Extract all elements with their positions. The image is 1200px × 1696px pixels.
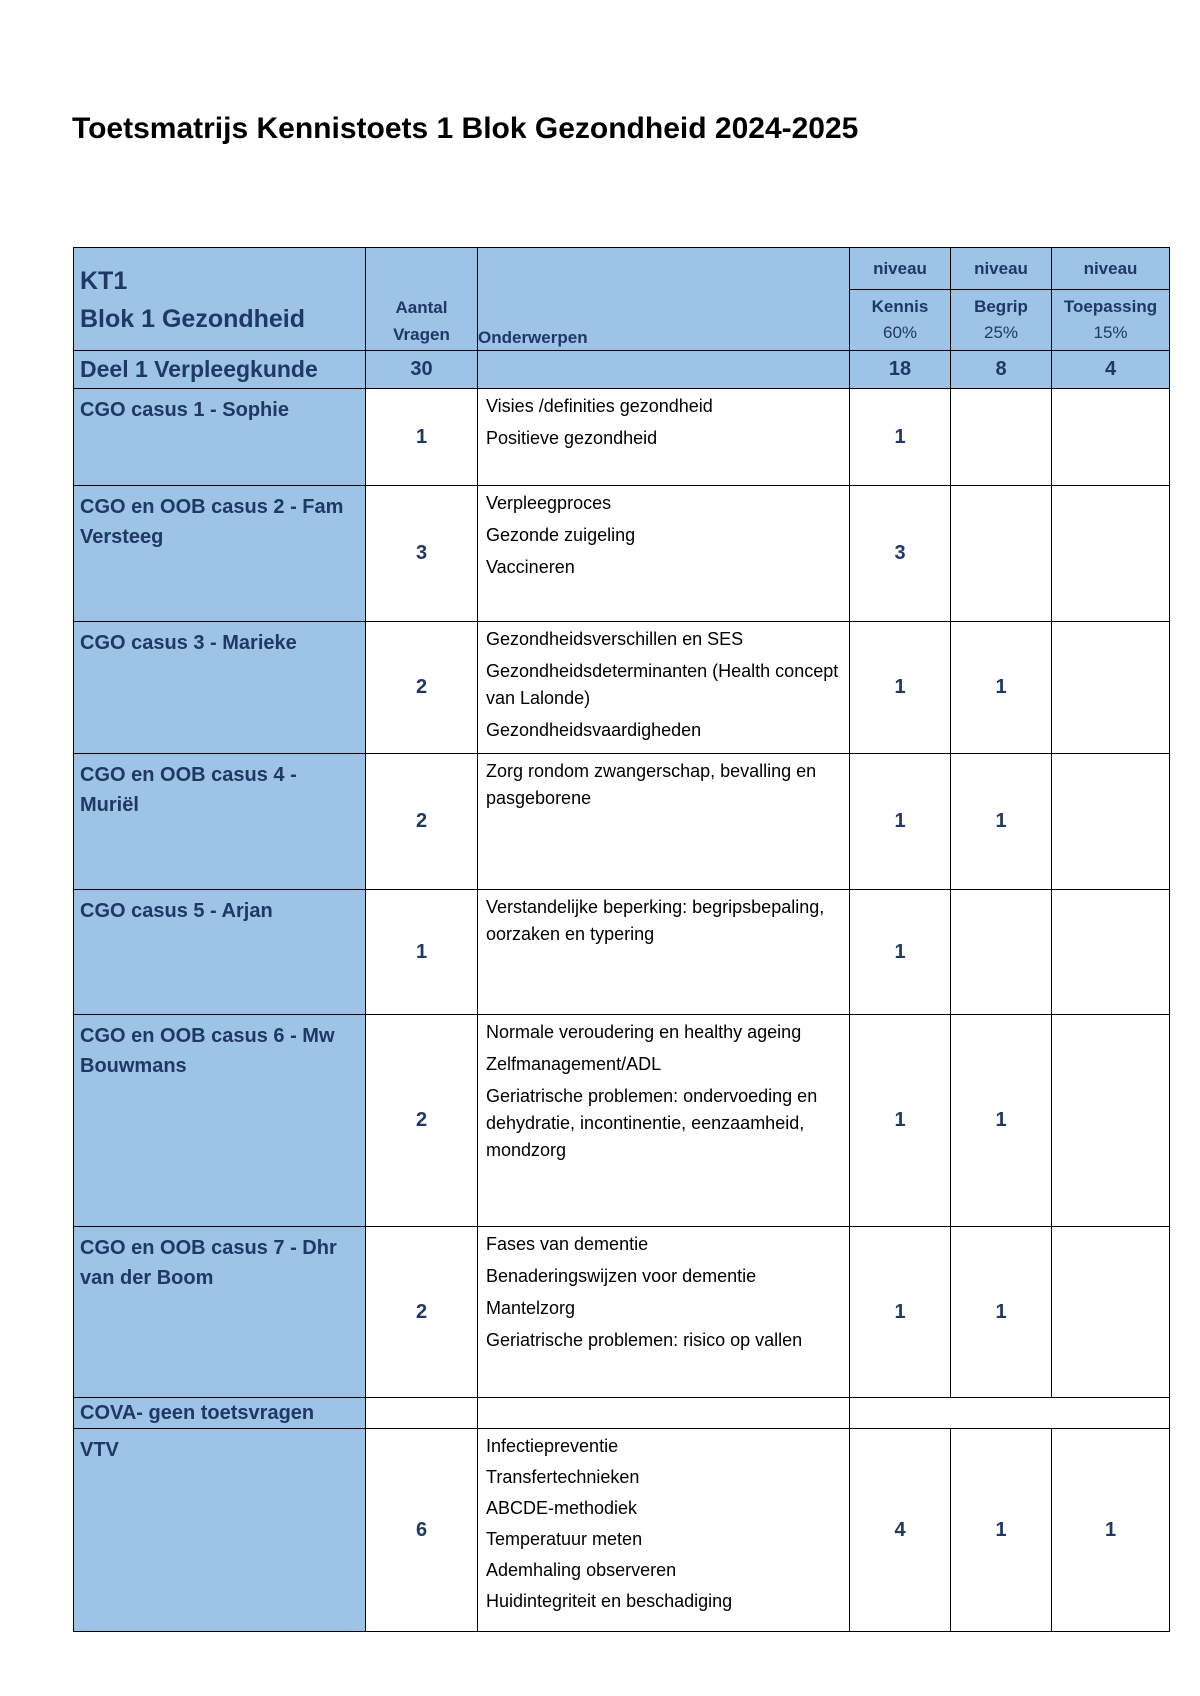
topic-item: Geriatrische problemen: risico op vallen	[486, 1330, 803, 1350]
topics-cell	[478, 754, 850, 890]
level-name: Begrip	[974, 297, 1028, 316]
table-row	[74, 754, 1170, 890]
begrip-count	[951, 389, 1052, 486]
header-aantal-line2: Vragen	[393, 325, 450, 344]
aantal-vragen: 1	[366, 890, 478, 1015]
table-row	[74, 1227, 1170, 1398]
topics-cell	[478, 389, 850, 486]
topic-item: Gezondheidsdeterminanten (Health concept van Lalonde)	[486, 661, 839, 708]
kennis-count: 3	[850, 486, 951, 622]
topics-cell	[478, 622, 850, 754]
header-level-kennis	[850, 290, 951, 351]
level-name: Toepassing	[1063, 297, 1158, 316]
begrip-count	[951, 890, 1052, 1015]
case-name: CGO en OOB casus 7 - Dhr van der Boom	[74, 1227, 366, 1398]
case-name: CGO casus 5 - Arjan	[74, 890, 366, 1015]
kennis-count: 1	[850, 622, 951, 754]
header-kt-cell	[74, 248, 366, 351]
topics-cell	[478, 486, 850, 622]
begrip-count: 1	[951, 754, 1052, 890]
section-onderwerpen-empty	[478, 351, 850, 389]
case-name: CGO casus 3 - Marieke	[74, 622, 366, 754]
header-blok: Blok 1 Gezondheid	[80, 305, 306, 333]
toepassing-count: 1	[1052, 1429, 1170, 1632]
section-row	[74, 351, 1170, 389]
topic-item: Ademhaling observeren	[486, 1560, 677, 1580]
header-level-begrip	[951, 290, 1052, 351]
header-aantal-line1: Aantal	[395, 298, 448, 317]
topic-item: Normale veroudering en healthy ageing	[486, 1022, 802, 1042]
topic-item: Fases van dementie	[486, 1234, 649, 1254]
level-pct: 15%	[1093, 323, 1128, 342]
toepassing-count	[1052, 1015, 1170, 1227]
case-name: CGO en OOB casus 2 - Fam Versteeg	[74, 486, 366, 622]
header-kt: KT1	[80, 267, 128, 295]
topic-item: Verstandelijke beperking: begripsbepaling, oorzaken en typering	[486, 897, 825, 944]
aantal-vragen: 3	[366, 486, 478, 622]
case-name: CGO en OOB casus 4 - Muriël	[74, 754, 366, 890]
topic-item: Zorg rondom zwangerschap, bevalling en pasgeborene	[486, 761, 817, 808]
table-row	[74, 1015, 1170, 1227]
case-name: CGO casus 1 - Sophie	[74, 389, 366, 486]
topic-item: Gezonde zuigeling	[486, 525, 636, 545]
topic-item: Zelfmanagement/ADL	[486, 1054, 662, 1074]
topic-item: Temperatuur meten	[486, 1529, 643, 1549]
section-kennis: 18	[850, 351, 951, 389]
kennis-count: 1	[850, 1227, 951, 1398]
topic-item: Vaccineren	[486, 557, 575, 577]
topics-cell	[478, 1015, 850, 1227]
case-name: VTV	[74, 1429, 366, 1632]
level-pct: 60%	[882, 323, 918, 342]
aantal-vragen: 2	[366, 622, 478, 754]
toepassing-count	[1052, 486, 1170, 622]
begrip-count: 1	[951, 1015, 1052, 1227]
kennis-count: 1	[850, 754, 951, 890]
table-row	[74, 389, 1170, 486]
topic-item: Gezondheidsvaardigheden	[486, 720, 702, 740]
vtv-row	[74, 1429, 1170, 1632]
begrip-count	[951, 486, 1052, 622]
topic-item: Transfertechnieken	[486, 1467, 640, 1487]
topic-item: ABCDE-methodiek	[486, 1498, 638, 1518]
topic-item: Verpleegproces	[486, 493, 612, 513]
aantal-vragen: 2	[366, 1227, 478, 1398]
toepassing-count	[1052, 622, 1170, 754]
cova-level-empty	[1052, 1398, 1170, 1429]
topic-item: Benaderingswijzen voor dementie	[486, 1266, 757, 1286]
cova-aantal-empty	[366, 1398, 478, 1429]
topics-cell	[478, 1227, 850, 1398]
begrip-count: 1	[951, 622, 1052, 754]
aantal-vragen: 6	[366, 1429, 478, 1632]
level-name: Kennis	[871, 297, 929, 316]
cova-level-empty	[850, 1398, 951, 1429]
kennis-count: 1	[850, 890, 951, 1015]
topic-item: Gezondheidsverschillen en SES	[486, 629, 744, 649]
topics-cell	[478, 1429, 850, 1632]
topic-item: Visies /definities gezondheid	[486, 396, 713, 416]
toepassing-count	[1052, 890, 1170, 1015]
section-toepassing: 4	[1052, 351, 1170, 389]
section-begrip: 8	[951, 351, 1052, 389]
section-aantal: 30	[366, 351, 478, 389]
cova-label: COVA- geen toetsvragen	[74, 1398, 366, 1429]
cova-level-empty	[951, 1398, 1052, 1429]
toepassing-count	[1052, 1227, 1170, 1398]
header-niveau-kennis: niveau	[850, 248, 951, 290]
topic-item: Infectiepreventie	[486, 1436, 619, 1456]
topic-item: Huidintegriteit en beschadiging	[486, 1591, 733, 1611]
header-niveau-toepassing: niveau	[1052, 248, 1170, 290]
kennis-count: 1	[850, 1015, 951, 1227]
begrip-count: 1	[951, 1429, 1052, 1632]
level-pct: 25%	[983, 323, 1019, 342]
topic-item: Positieve gezondheid	[486, 428, 658, 448]
topic-item: Geriatrische problemen: ondervoeding en dehydratie, incontinentie, eenzaamheid, mondzorg	[486, 1086, 818, 1160]
cova-topics-empty	[478, 1398, 850, 1429]
test-matrix-table	[73, 247, 1170, 1632]
topic-item: Mantelzorg	[486, 1298, 576, 1318]
header-niveau-begrip: niveau	[951, 248, 1052, 290]
header-level-toepassing	[1052, 290, 1170, 351]
aantal-vragen: 1	[366, 389, 478, 486]
header-aantal-cell	[366, 248, 478, 351]
header-onderwerpen: Onderwerpen	[478, 248, 850, 351]
case-name: CGO en OOB casus 6 - Mw Bouwmans	[74, 1015, 366, 1227]
toepassing-count	[1052, 389, 1170, 486]
begrip-count: 1	[951, 1227, 1052, 1398]
cova-row	[74, 1398, 1170, 1429]
kennis-count: 1	[850, 389, 951, 486]
kennis-count: 4	[850, 1429, 951, 1632]
toepassing-count	[1052, 754, 1170, 890]
aantal-vragen: 2	[366, 754, 478, 890]
table-row	[74, 486, 1170, 622]
section-label: Deel 1 Verpleegkunde	[74, 351, 366, 389]
header-row-niveau	[74, 248, 1170, 290]
aantal-vragen: 2	[366, 1015, 478, 1227]
table-row	[74, 622, 1170, 754]
page-title: Toetsmatrijs Kennistoets 1 Blok Gezondheid 2024-2025	[72, 112, 859, 145]
table-row	[74, 890, 1170, 1015]
topics-cell	[478, 890, 850, 1015]
